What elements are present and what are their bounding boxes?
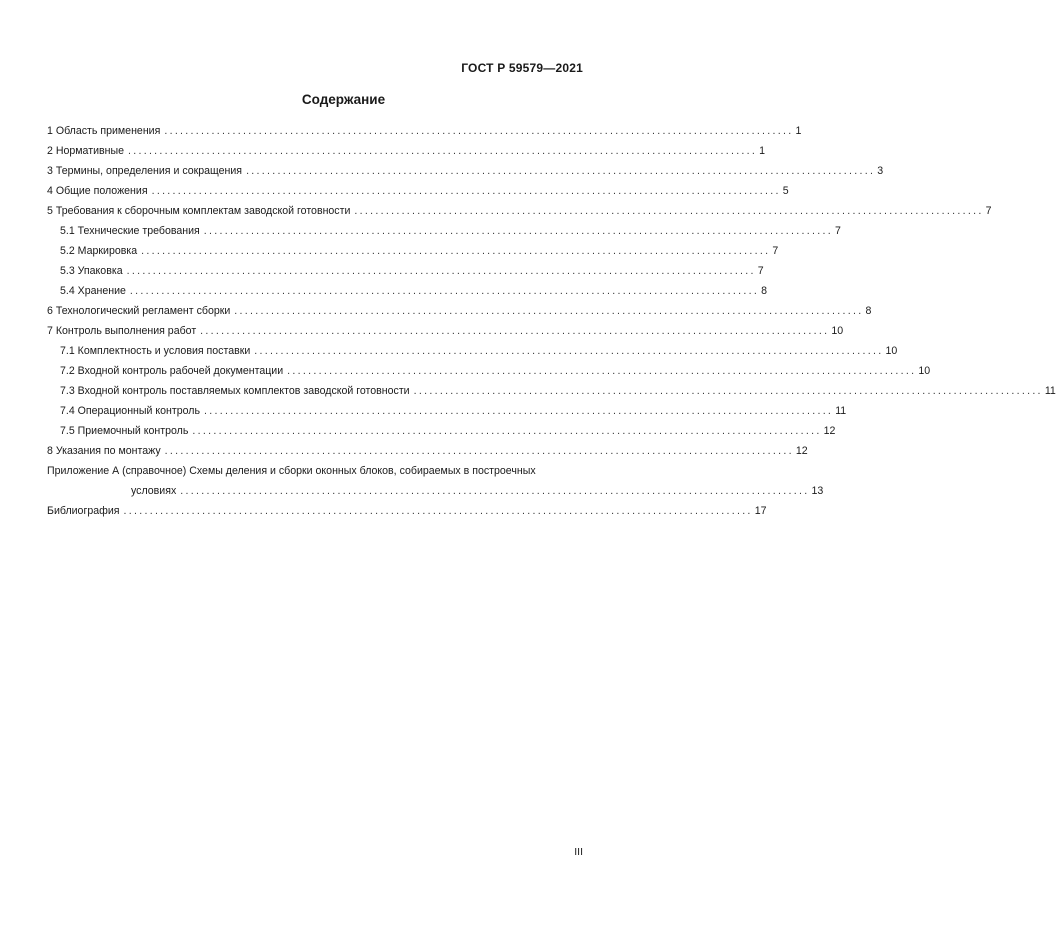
toc-entry[interactable] bbox=[47, 241, 779, 261]
toc-leader-dots: ........................................................................................................................ bbox=[203, 225, 833, 237]
toc-entry-page: 1 bbox=[759, 145, 766, 157]
toc-entry[interactable] bbox=[47, 181, 789, 201]
toc-entry-title: 2 Нормативные bbox=[47, 145, 124, 157]
toc-entry[interactable] bbox=[47, 341, 898, 361]
toc-leader-dots: ........................................................................................................................ bbox=[164, 125, 794, 137]
toc-entry[interactable] bbox=[47, 201, 992, 221]
toc-entry-title: 4 Общие положения bbox=[47, 185, 148, 197]
toc-leader-dots: ........................................................................................................................ bbox=[127, 145, 758, 157]
toc-entry-page: 12 bbox=[795, 445, 808, 457]
toc-entry[interactable] bbox=[47, 261, 764, 281]
toc-leader-dots: ........................................................................................................................ bbox=[123, 505, 753, 517]
toc-entry[interactable] bbox=[47, 141, 766, 161]
toc-entry-title: 5.4 Хранение bbox=[60, 285, 126, 297]
toc-entry-title: 5 Требования к сборочным комплектам заводской готовности bbox=[47, 205, 351, 217]
toc-entry[interactable] bbox=[47, 301, 872, 321]
toc-entry-page: 8 bbox=[761, 285, 768, 297]
toc-leader-dots: ........................................................................................................................ bbox=[200, 325, 830, 337]
toc-entry[interactable] bbox=[47, 221, 841, 241]
toc-entry[interactable] bbox=[47, 161, 884, 181]
toc-entry-title: 5.3 Упаковка bbox=[60, 265, 123, 277]
toc-entry-title: 8 Указания по монтажу bbox=[47, 445, 161, 457]
toc-leader-dots: ........................................................................................................................ bbox=[126, 265, 756, 277]
toc-entry-page: 1 bbox=[795, 125, 802, 137]
toc-entry[interactable] bbox=[47, 501, 767, 521]
toc-entry[interactable] bbox=[47, 401, 847, 421]
toc-leader-dots: ........................................................................................................................ bbox=[287, 365, 917, 377]
toc-entry-page: 7 bbox=[834, 225, 841, 237]
toc-entry-title: Библиография bbox=[47, 505, 120, 517]
toc-entry-page: 7 bbox=[772, 245, 779, 257]
toc-leader-dots: ........................................................................................................................ bbox=[254, 345, 884, 357]
toc-entry-page: 10 bbox=[885, 345, 898, 357]
toc-entry-title: 7.4 Операционный контроль bbox=[60, 405, 200, 417]
toc-entry-page: 7 bbox=[757, 265, 764, 277]
toc-leader-dots: ........................................................................................................................ bbox=[354, 205, 984, 217]
toc-entry-title: 7 Контроль выполнения работ bbox=[47, 325, 197, 337]
toc-entry-page: 10 bbox=[918, 365, 931, 377]
toc-leader-dots: ........................................................................................................................ bbox=[129, 285, 760, 297]
toc-title: Содержание bbox=[301, 92, 386, 107]
toc-entry-title: 7.1 Комплектность и условия поставки bbox=[60, 345, 251, 357]
toc-entry[interactable] bbox=[47, 281, 768, 301]
toc-leader-dots: ........................................................................................................................ bbox=[413, 385, 1043, 397]
toc-entry[interactable] bbox=[47, 421, 836, 441]
toc-entry[interactable] bbox=[47, 381, 1056, 401]
toc-appendix-title[interactable]: Приложение А (справочное) Схемы деления и сборки оконных блоков, собираемых в построечных bbox=[47, 465, 536, 477]
toc-entry-page: 8 bbox=[865, 305, 872, 317]
toc-entry-page: 17 bbox=[754, 505, 767, 517]
toc-entry-page: 10 bbox=[831, 325, 844, 337]
toc-entry-title: 5.2 Маркировка bbox=[60, 245, 138, 257]
toc-entry-title: 1 Область применения bbox=[47, 125, 161, 137]
toc-entry-continuation: условиях bbox=[131, 485, 177, 497]
toc-entry-page: 7 bbox=[985, 205, 992, 217]
toc-leader-dots: ........................................................................................................................ bbox=[203, 405, 834, 417]
toc-leader-dots: ........................................................................................................................ bbox=[164, 445, 794, 457]
toc-entry[interactable] bbox=[47, 441, 808, 461]
toc-entry[interactable] bbox=[47, 361, 931, 381]
toc-entry-title: 6 Технологический регламент сборки bbox=[47, 305, 231, 317]
toc-entry[interactable] bbox=[47, 121, 802, 141]
toc-leader-dots: ........................................................................................................................ bbox=[151, 185, 781, 197]
toc-entry-title: 5.1 Технические требования bbox=[60, 225, 200, 237]
standard-code: ГОСТ Р 59579—2021 bbox=[461, 61, 583, 75]
toc-entry-title: 7.5 Приемочный контроль bbox=[60, 425, 189, 437]
toc-leader-dots: ........................................................................................................................ bbox=[141, 245, 771, 257]
toc-entry-page: 11 bbox=[1044, 385, 1056, 397]
toc-entry[interactable] bbox=[47, 481, 824, 501]
toc-leader-dots: ........................................................................................................................ bbox=[234, 305, 864, 317]
page-number: III bbox=[574, 846, 583, 858]
toc-entry[interactable] bbox=[47, 321, 844, 341]
toc-entry-page: 3 bbox=[877, 165, 884, 177]
toc-leader-dots: ........................................................................................................................ bbox=[192, 425, 822, 437]
toc-entry-page: 12 bbox=[823, 425, 836, 437]
table-of-contents bbox=[47, 121, 1056, 521]
toc-entry-title: 7.3 Входной контроль поставляемых комплектов заводской готовности bbox=[60, 385, 410, 397]
toc-entry-page: 11 bbox=[835, 405, 847, 417]
toc-entry-page: 5 bbox=[782, 185, 789, 197]
toc-entry-title: 3 Термины, определения и сокращения bbox=[47, 165, 243, 177]
toc-leader-dots: ........................................................................................................................ bbox=[180, 485, 810, 497]
toc-entry-page: 13 bbox=[811, 485, 824, 497]
toc-entry-title: 7.2 Входной контроль рабочей документации bbox=[60, 365, 284, 377]
toc-leader-dots: ........................................................................................................................ bbox=[246, 165, 876, 177]
